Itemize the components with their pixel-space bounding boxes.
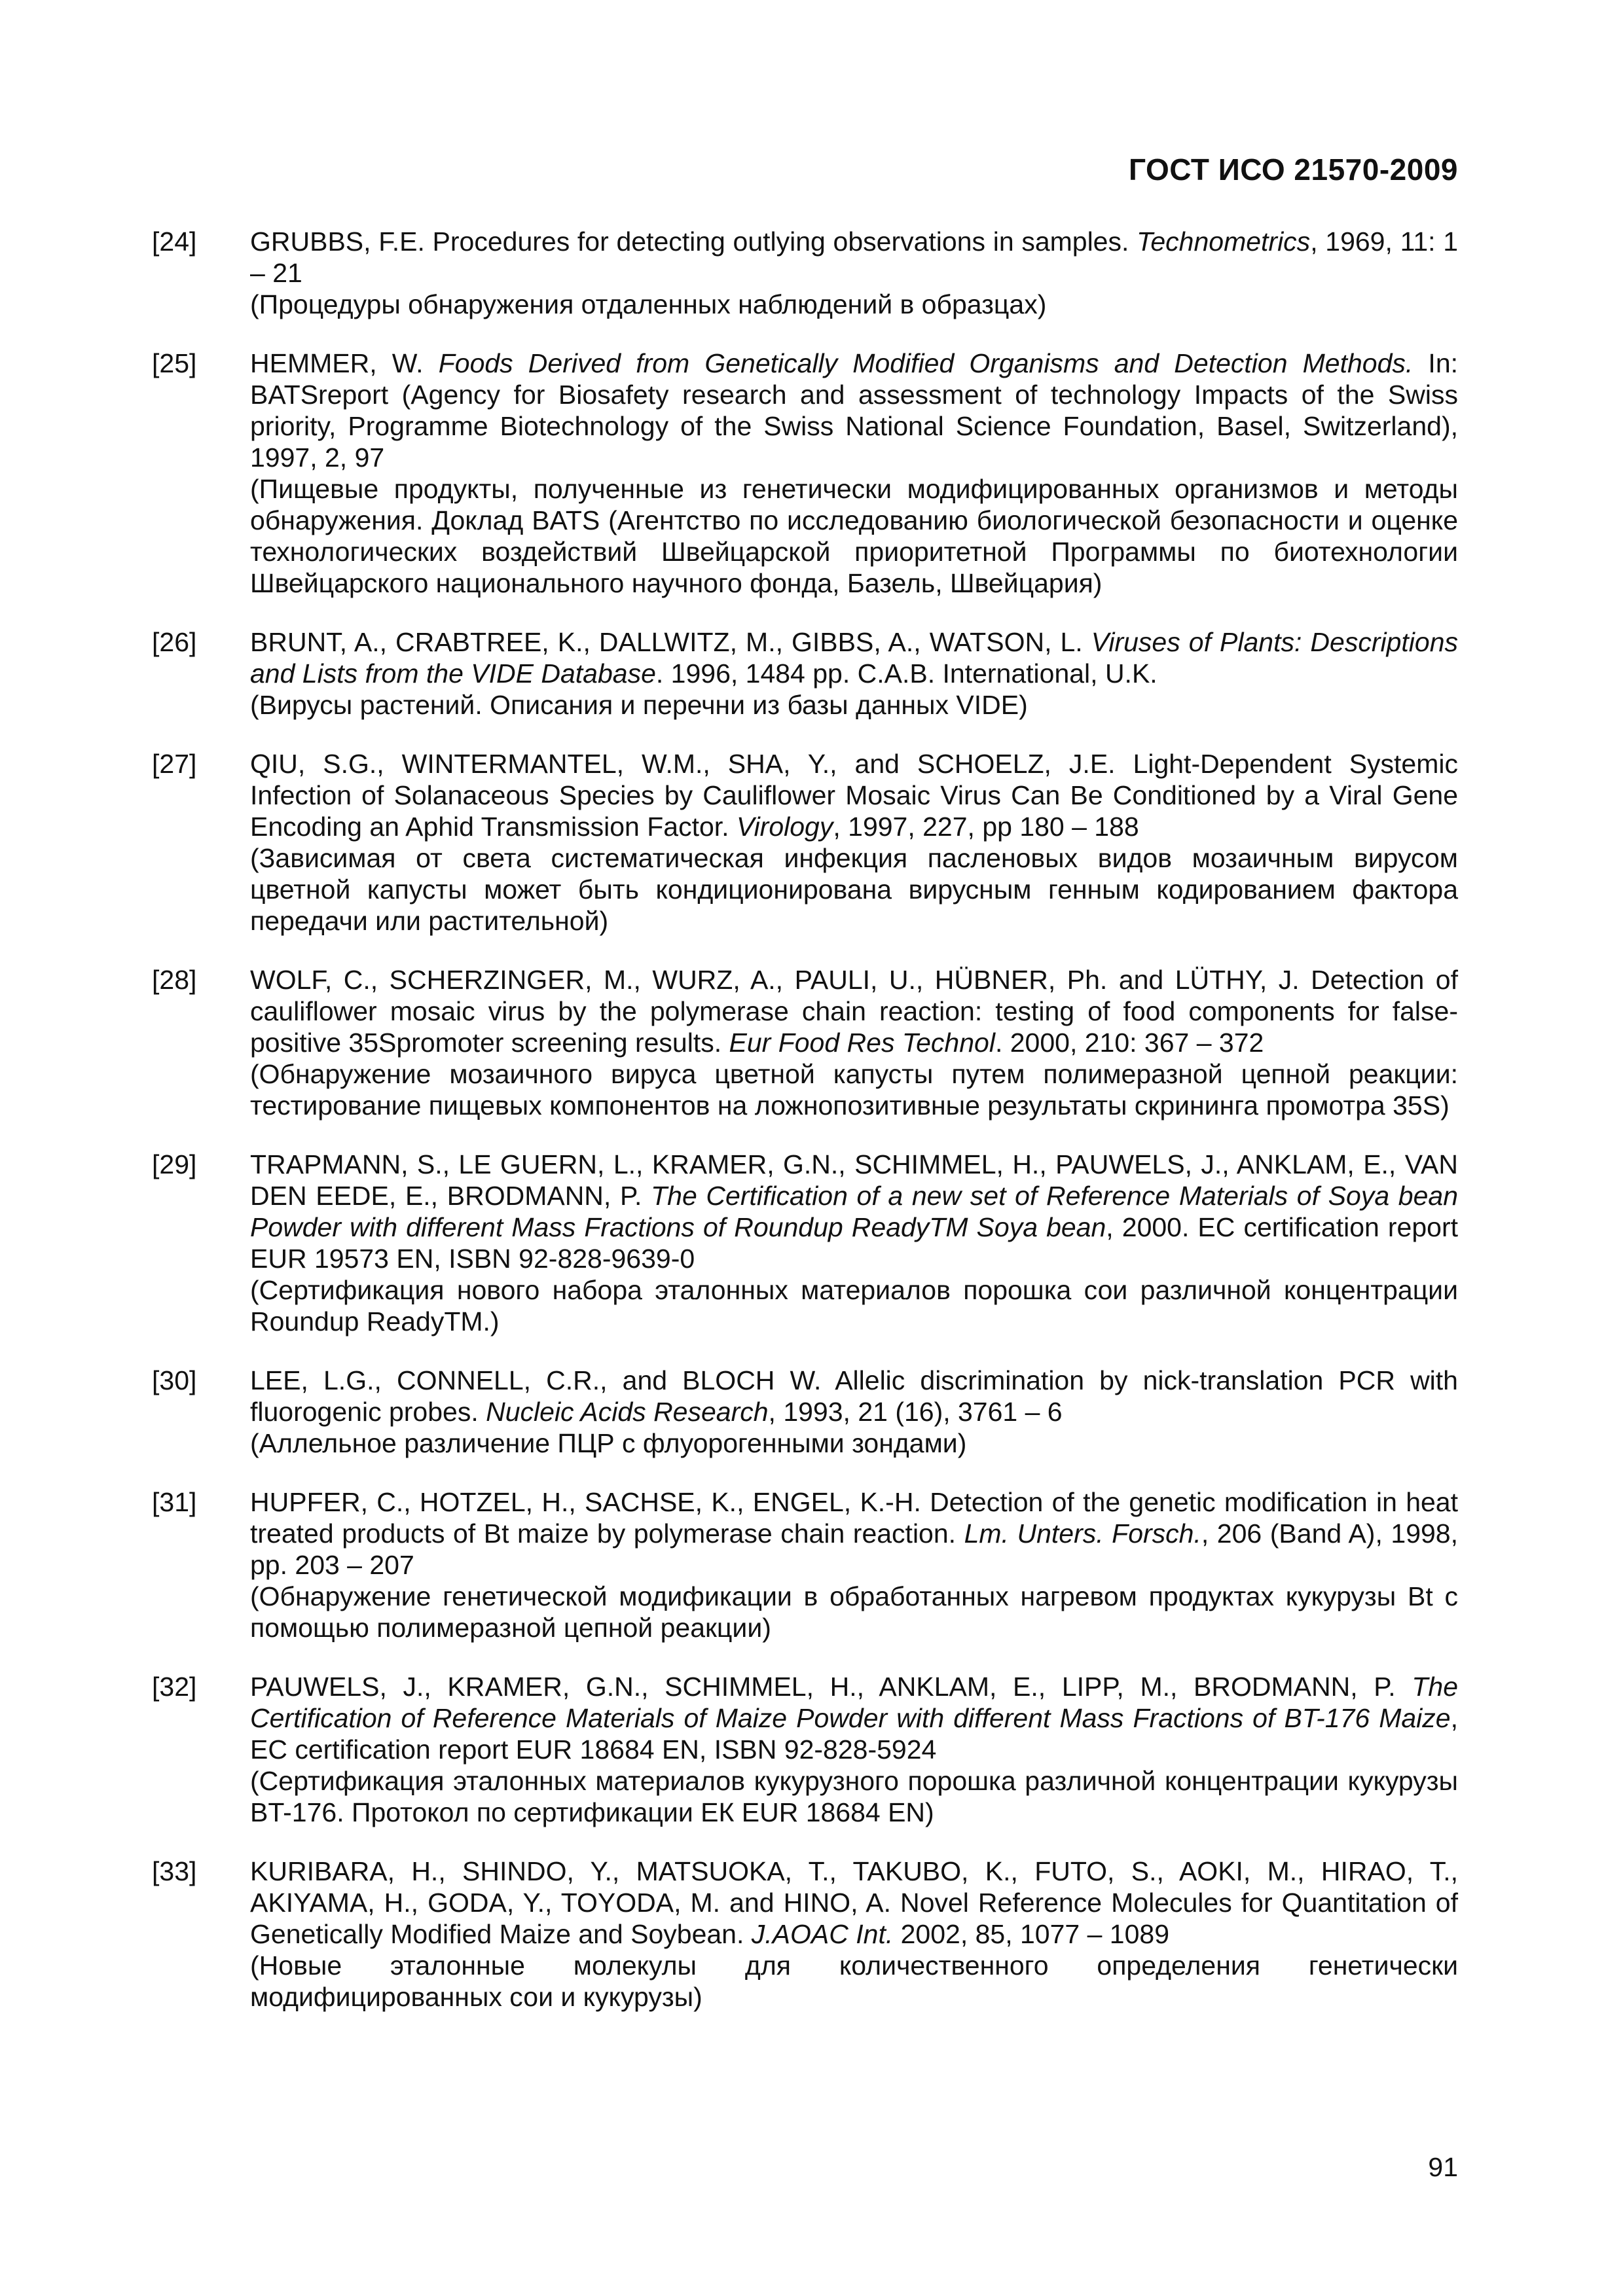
citation-segment: LEE, L.G., CONNELL, C.R., and BLOCH W. Allelic discrimination by nick-translation PCR with fluorogenic probes.	[250, 1365, 1458, 1427]
reference-citation	[250, 1856, 1458, 1950]
reference-entry	[152, 1149, 1458, 1337]
citation-italic-segment: Foods Derived from Genetically Modified Organisms and Detection Methods.	[438, 348, 1413, 378]
reference-body	[250, 748, 1458, 937]
reference-number: [28]	[152, 965, 197, 995]
reference-entry	[152, 348, 1458, 599]
citation-italic-segment: Nucleic Acids Research	[486, 1397, 769, 1427]
reference-citation	[250, 964, 1458, 1058]
citation-italic-segment: The Certification of a new set of Reference Materials of Soya bean Powder with different Mass Fractions of Roundup ReadyTM Soya bean	[250, 1181, 1458, 1242]
citation-segment: , EC certification report EUR 18684 EN, ISBN 92-828-5924	[250, 1703, 1458, 1765]
reference-body	[250, 1149, 1458, 1337]
reference-body	[250, 1365, 1458, 1459]
citation-segment: TRAPMANN, S., LE GUERN, L., KRAMER, G.N., SCHIMMEL, H., PAUWELS, J., ANKLAM, E., VAN DEN EEDE, E., BRODMANN, P.	[250, 1149, 1458, 1211]
reference-translation: (Обнаружение мозаичного вируса цветной капусты путем полимеразной цепной реакции: тестирование пищевых компонентов на ложнопозитивные результаты скрининга промотра 35S)	[250, 1059, 1458, 1121]
reference-body	[250, 1856, 1458, 2013]
citation-segment: BRUNT, A., CRABTREE, K., DALLWITZ, M., GIBBS, A., WATSON, L.	[250, 627, 1091, 657]
reference-number: [33]	[152, 1856, 197, 1886]
reference-translation: (Пищевые продукты, полученные из генетически модифицированных организмов и методы обнаружения. Доклад BATS (Агентство по исследованию биологической безопасности и оценке технологических воздействий Швейцарской приоритетной Программы по биотехнологии Швейцарского национального научного фонда, Базель, Швейцария)	[250, 474, 1458, 598]
citation-segment: , 1969, 11: 1 – 21	[250, 226, 1459, 288]
reference-number: [29]	[152, 1149, 197, 1179]
reference-citation	[250, 1486, 1458, 1581]
reference-translation: (Новые эталонные молекулы для количественного определения генетически модифицированных сои и кукурузы)	[250, 1950, 1458, 2012]
citation-segment: , 2000. EC certification report EUR 19573 EN, ISBN 92-828-9639-0	[250, 1212, 1459, 1274]
reference-number: [26]	[152, 627, 197, 657]
reference-citation	[250, 748, 1458, 842]
reference-translation: (Зависимая от света систематическая инфекция пасленовых видов мозаичным вирусом цветной капусты может быть кондиционирована вирусным генным кодированием фактора передачи или растительной)	[250, 843, 1458, 936]
reference-citation	[250, 1365, 1458, 1427]
reference-number: [25]	[152, 348, 197, 378]
page-number: 91	[1428, 2152, 1458, 2182]
reference-citation	[250, 1149, 1458, 1274]
reference-translation: (Аллельное различение ПЦР с флуорогенными зондами)	[250, 1428, 967, 1458]
citation-italic-segment: Lm. Unters. Forsch.	[964, 1518, 1201, 1549]
citation-segment: GRUBBS, F.E. Procedures for detecting outlying observations in samples.	[250, 226, 1137, 257]
reference-translation: (Сертификация нового набора эталонных материалов порошка сои различной концентрации Roundup ReadyTM.)	[250, 1275, 1458, 1336]
reference-translation: (Сертификация эталонных материалов кукурузного порошка различной концентрации кукурузы BT-176. Протокол по сертификации ЕК EUR 18684 EN)	[250, 1766, 1458, 1827]
citation-italic-segment: Virology	[736, 812, 833, 842]
citation-segment: , 1997, 227, pp 180 – 188	[833, 812, 1139, 842]
reference-list	[152, 226, 1458, 2040]
citation-segment: . 2000, 210: 367 – 372	[994, 1028, 1264, 1058]
reference-body	[250, 1486, 1458, 1643]
reference-citation	[250, 1671, 1458, 1765]
reference-entry	[152, 964, 1458, 1121]
reference-entry	[152, 626, 1458, 721]
citation-segment: . 1996, 1484 pp. C.A.B. International, U.K.	[655, 658, 1158, 689]
citation-segment: HEMMER, W.	[250, 348, 439, 378]
reference-entry	[152, 1856, 1458, 2013]
reference-citation	[250, 348, 1458, 473]
citation-segment: , 206 (Band A), 1998, pp. 203 – 207	[250, 1518, 1458, 1580]
reference-translation: (Процедуры обнаружения отдаленных наблюдений в образцах)	[250, 289, 1047, 319]
reference-number: [30]	[152, 1365, 197, 1395]
citation-segment: 2002, 85, 1077 – 1089	[893, 1919, 1170, 1949]
citation-italic-segment: J.AOAC Int.	[751, 1919, 894, 1949]
reference-body	[250, 964, 1458, 1121]
reference-translation: (Вирусы растений. Описания и перечни из базы данных VIDE)	[250, 690, 1028, 720]
citation-segment: KURIBARA, H., SHINDO, Y., MATSUOKA, T., TAKUBO, K., FUTO, S., AOKI, M., HIRAO, T., AKIYAMA, H., GODA, Y., TOYODA, M. and HINO, A. Novel Reference Molecules for Quantitation of Genetically Modified Maize and Soybean.	[250, 1856, 1458, 1949]
reference-number: [31]	[152, 1487, 197, 1517]
citation-italic-segment: Viruses of Plants: Descriptions and Lists from the VIDE Database	[250, 627, 1458, 689]
reference-entry	[152, 1486, 1458, 1643]
reference-body	[250, 1671, 1458, 1828]
reference-body	[250, 348, 1458, 599]
reference-body	[250, 226, 1458, 320]
citation-italic-segment: The Certification of Reference Materials of Maize Powder with different Mass Fractions of BT-176 Maize	[250, 1672, 1458, 1733]
citation-segment: HUPFER, C., HOTZEL, H., SACHSE, K., ENGEL, K.-H. Detection of the genetic modification in heat treated products of Bt maize by polymerase chain reaction.	[250, 1487, 1458, 1549]
citation-segment: PAUWELS, J., KRAMER, G.N., SCHIMMEL, H., ANKLAM, E., LIPP, M., BRODMANN, P.	[250, 1672, 1412, 1702]
reference-citation	[250, 626, 1458, 689]
document-code-header: ГОСТ ИСО 21570-2009	[1129, 152, 1458, 187]
reference-body	[250, 626, 1458, 721]
reference-entry	[152, 226, 1458, 320]
reference-entry	[152, 1671, 1458, 1828]
reference-number: [32]	[152, 1672, 197, 1702]
reference-translation: (Обнаружение генетической модификации в обработанных нагревом продуктах кукурузы Bt с помощью полимеразной цепной реакции)	[250, 1581, 1458, 1643]
reference-entry	[152, 748, 1458, 937]
citation-italic-segment: Eur Food Res Technol	[729, 1028, 995, 1058]
citation-segment: QIU, S.G., WINTERMANTEL, W.M., SHA, Y., and SCHOELZ, J.E. Light-Dependent Systemic Infection of Solanaceous Species by Cauliflower Mosaic Virus Can Be Conditioned by a Viral Gene Encoding an Aphid Transmission Factor.	[250, 749, 1458, 842]
citation-segment: In: BATSreport (Agency for Biosafety research and assessment of technology Impacts of the Swiss priority, Programme Biotechnology of the Swiss National Science Foundation, Basel, Switzerland), 1997, 2, 97	[250, 348, 1459, 473]
reference-number: [24]	[152, 226, 197, 257]
citation-italic-segment: Technometrics	[1137, 226, 1311, 257]
reference-entry	[152, 1365, 1458, 1459]
citation-segment: , 1993, 21 (16), 3761 – 6	[768, 1397, 1063, 1427]
reference-citation	[250, 226, 1458, 289]
reference-number: [27]	[152, 749, 197, 779]
citation-segment: WOLF, C., SCHERZINGER, M., WURZ, A., PAULI, U., HÜBNER, Ph. and LÜTHY, J. Detection of cauliflower mosaic virus by the polymerase chain reaction: testing of food components for false-positive 35Spromoter screening results.	[250, 965, 1458, 1058]
